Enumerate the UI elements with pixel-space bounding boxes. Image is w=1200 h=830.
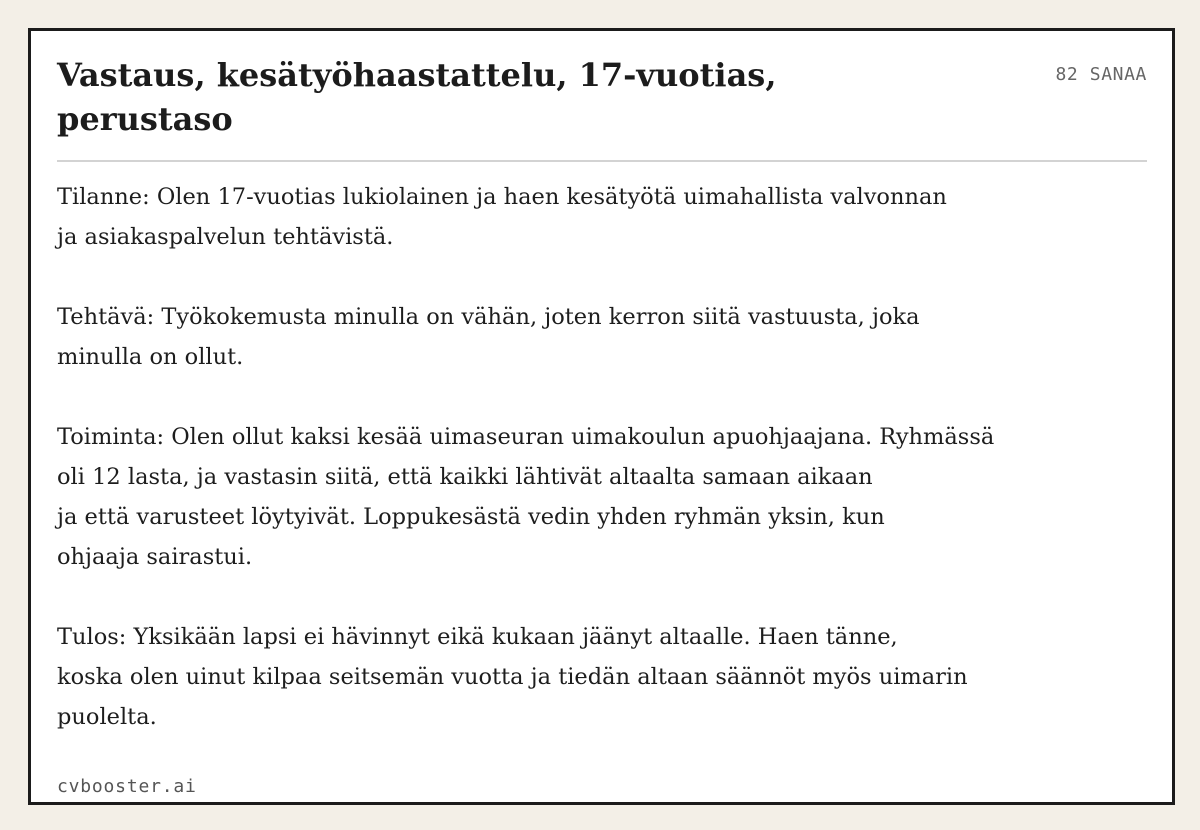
text-line: Tilanne: Olen 17-vuotias lukiolainen ja haen kesätyötä uimahallista valvonnan — [57, 184, 947, 210]
text-line: ja asiakaspalvelun tehtävistä. — [57, 224, 394, 250]
text-line: oli 12 lasta, ja vastasin siitä, että kaikki lähtivät altaalta samaan aikaan — [57, 464, 873, 490]
paragraph-action — [57, 417, 1137, 577]
page-title — [57, 53, 817, 141]
answer-card — [28, 28, 1175, 805]
paragraph-result — [57, 617, 1137, 737]
text-line: ohjaaja sairastui. — [57, 544, 253, 570]
title-line: perustaso — [57, 100, 233, 138]
title-line: Vastaus, kesätyöhaastattelu, 17-vuotias, — [57, 56, 777, 94]
word-count-badge: 82 SANAA — [1055, 64, 1147, 85]
text-line: Tulos: Yksikään lapsi ei hävinnyt eikä kukaan jäänyt altaalle. Haen tänne, — [57, 624, 898, 650]
brand-footer: cvbooster.ai — [57, 776, 197, 797]
text-line: minulla on ollut. — [57, 344, 244, 370]
divider — [57, 160, 1147, 162]
text-line: puolelta. — [57, 704, 157, 730]
paragraph-situation — [57, 177, 1137, 257]
paragraph-task — [57, 297, 1137, 377]
text-line: koska olen uinut kilpaa seitsemän vuotta ja tiedän altaan säännöt myös uimarin — [57, 664, 968, 690]
text-line: Tehtävä: Työkokemusta minulla on vähän, joten kerron siitä vastuusta, joka — [57, 304, 920, 330]
text-line: Toiminta: Olen ollut kaksi kesää uimaseuran uimakoulun apuohjaajana. Ryhmässä — [57, 424, 995, 450]
answer-body — [57, 177, 1137, 777]
text-line: ja että varusteet löytyivät. Loppukesästä vedin yhden ryhmän yksin, kun — [57, 504, 885, 530]
